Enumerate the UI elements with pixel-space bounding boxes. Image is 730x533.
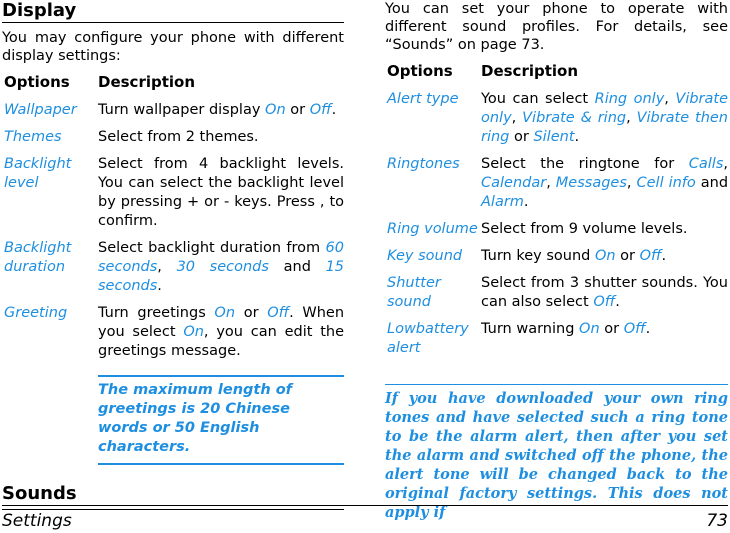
option-name: Backlight level	[4, 156, 72, 191]
description-header: Description	[481, 62, 579, 80]
table-row	[2, 101, 344, 128]
table-row	[2, 239, 344, 304]
option-name: Themes	[4, 129, 62, 145]
table-row	[385, 247, 728, 274]
option-value: On	[579, 321, 600, 337]
table-row	[385, 220, 728, 247]
option-name: Backlight duration	[4, 240, 72, 275]
sounds-heading: Sounds	[2, 483, 344, 510]
option-value: Cell info	[636, 175, 696, 191]
option-name: Ring volume	[387, 221, 478, 237]
option-value: On	[265, 102, 286, 118]
display-heading: Display	[2, 0, 344, 23]
option-value: Messages	[555, 175, 627, 191]
option-description: Turn warning On or Off.	[481, 321, 651, 337]
option-value: 15 seconds	[98, 259, 345, 294]
option-description: Select backlight duration from 60 seconds, 30 seconds and 15 seconds.	[98, 240, 345, 294]
option-value: Off	[267, 305, 290, 321]
table-row	[2, 128, 344, 155]
table-row	[385, 274, 728, 320]
option-value: On	[183, 324, 204, 340]
option-description: Turn wallpaper display On or Off.	[98, 102, 337, 118]
option-value: On	[214, 305, 236, 321]
option-value: Vibrate only	[481, 91, 729, 126]
display-options-table	[2, 73, 344, 369]
option-value: Vibrate & ring	[522, 110, 627, 126]
table-row	[385, 90, 728, 155]
option-description: Select from 2 themes.	[98, 129, 259, 145]
page-number: 73	[706, 511, 728, 531]
option-value: Vibrate then ring	[481, 110, 728, 145]
option-name: Alert type	[387, 91, 459, 107]
description-header: Description	[98, 73, 196, 91]
option-value: Silent	[533, 129, 575, 145]
option-description: Select from 3 shutter sounds. You can also select Off.	[481, 275, 728, 310]
option-value: Off	[639, 248, 662, 264]
option-value: Off	[623, 321, 646, 337]
option-name: Ringtones	[387, 156, 460, 172]
right-column	[385, 0, 728, 522]
option-value: On	[594, 248, 616, 264]
option-name: Lowbattery alert	[387, 321, 469, 356]
display-intro: You may configure your phone with different display settings:	[2, 30, 344, 64]
options-header: Options	[387, 62, 453, 80]
option-name: Shutter sound	[387, 275, 441, 310]
sound-options-table	[385, 62, 728, 366]
sounds-intro: You can set your phone to operate with different sound profiles. For details, see “Sounds” on page 73.	[385, 1, 728, 53]
option-name: Key sound	[387, 248, 463, 264]
option-name: Wallpaper	[4, 102, 77, 118]
option-name: Greeting	[4, 305, 68, 321]
options-header: Options	[4, 73, 70, 91]
option-value: Ring only	[594, 91, 665, 107]
option-description: Select from 9 volume levels.	[481, 221, 688, 237]
option-value: Off	[309, 102, 332, 118]
footer-section-title: Settings	[2, 511, 72, 531]
option-value: Off	[593, 294, 616, 310]
option-description: Turn key sound On or Off.	[481, 248, 667, 264]
option-value: 30 seconds	[176, 259, 269, 275]
greeting-length-note: The maximum length of greetings is 20 Chinese words or 50 English characters.	[98, 375, 344, 465]
option-value: Calendar	[481, 175, 547, 191]
option-value: Alarm	[481, 194, 524, 210]
table-row	[385, 155, 728, 220]
ringtone-alarm-tip: If you have downloaded your own ring tones and have selected such a ring tone to be the alarm alert, then after you set the alarm and switched off the phone, the alert tone will be changed back to the original factory settings. This does not apply if	[385, 384, 728, 522]
option-description: Turn greetings On or Off. When you select On, you can edit the greetings message.	[98, 305, 345, 359]
option-value: 60 seconds	[98, 240, 344, 275]
option-description: You can select Ring only, Vibrate only, Vibrate & ring, Vibrate then ring or Silent.	[481, 91, 729, 145]
option-description: Select from 4 backlight levels. You can select the backlight level by pressing + or - keys. Press , to confirm.	[98, 156, 344, 229]
table-row	[2, 155, 344, 239]
page-footer	[2, 505, 728, 531]
option-description: Select the ringtone for Calls, Calendar, Messages, Cell info and Alarm.	[481, 156, 729, 210]
left-column	[2, 0, 344, 510]
option-value: Calls	[688, 156, 724, 172]
table-row	[385, 320, 728, 366]
table-row	[2, 304, 344, 369]
